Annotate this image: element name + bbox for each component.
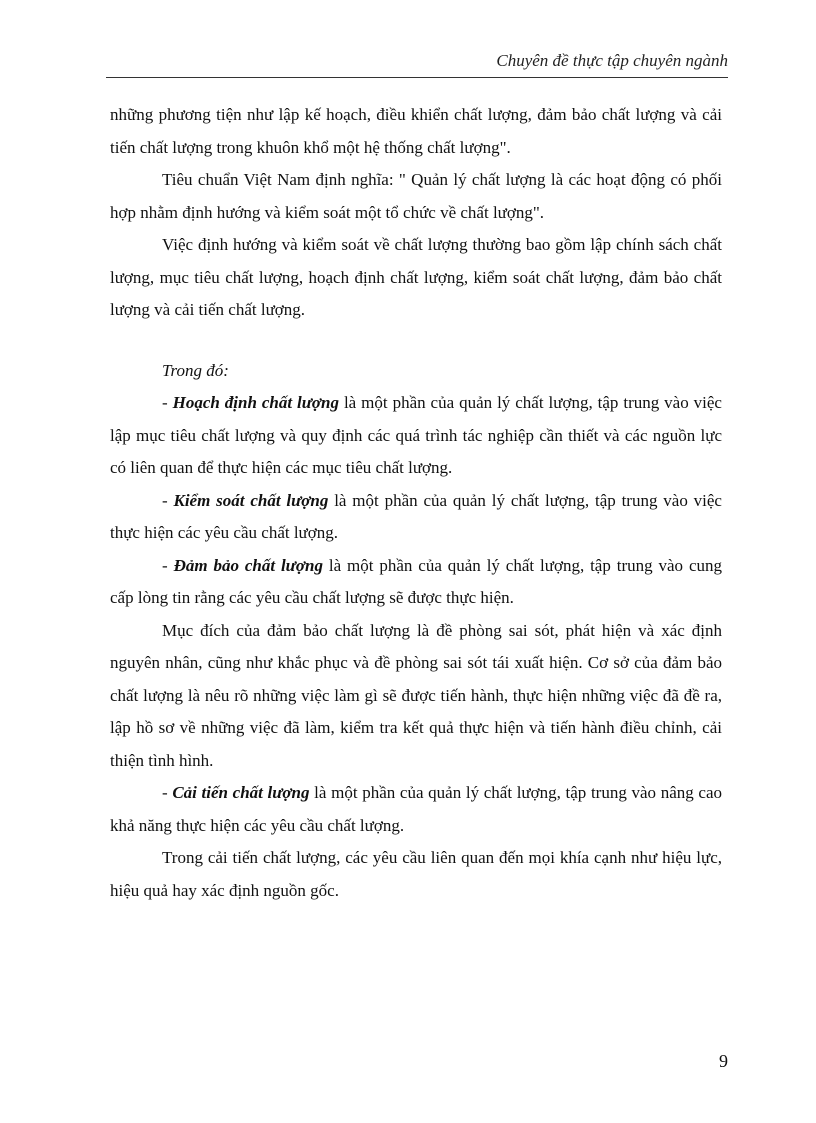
definition-quality-improvement: là một phần của quản lý chất lượng, tập trung vào nâng cao khả năng thực hiện các yêu cầu chất lượng. — [110, 783, 722, 835]
list-dash: - — [162, 783, 173, 802]
paragraph-quality-planning — [110, 387, 722, 485]
term-quality-planning: Hoạch định chất lượng — [172, 393, 340, 412]
header-divider — [106, 77, 728, 78]
paragraph-quality-improvement — [110, 777, 722, 842]
term-quality-assurance: Đảm bảo chất lượng — [173, 555, 323, 575]
term-quality-improvement: Cải tiến chất lượng — [172, 783, 310, 802]
list-dash: - — [162, 393, 173, 412]
trong-do-label: Trong đó: — [162, 360, 229, 380]
paragraph-orientation-control: Việc định hướng và kiểm soát về chất lượng thường bao gồm lập chính sách chất lượng, mục tiêu chất lượng, hoạch định chất lượng, kiểm soát chất lượng, đảm bảo chất lượng và cải tiến chất lượng. — [110, 235, 722, 319]
list-dash: - — [162, 555, 174, 575]
document-body — [110, 99, 722, 907]
paragraph-improvement-requirements: Trong cải tiến chất lượng, các yêu cầu liên quan đến mọi khía cạnh như hiệu lực, hiệu quả hay xác định nguồn gốc. — [110, 848, 722, 900]
paragraph-vietnam-standard: Tiêu chuẩn Việt Nam định nghĩa: " Quản lý chất lượng là các hoạt động có phối hợp nhằm định hướng và kiểm soát một tổ chức về chất lượng". — [110, 170, 722, 222]
paragraph-assurance-purpose: Mục đích của đảm bảo chất lượng là đề phòng sai sót, phát hiện và xác định nguyên nhân, cũng như khắc phục và đề phòng sai sót tái xuất hiện. Cơ sở của đảm bảo chất lượng là nêu rõ những việc làm gì sẽ được tiến hành, thực hiện những việc đã đề ra, lập hồ sơ về những việc đã làm, kiểm tra kết quả thực hiện và tiến hành điều chỉnh, cải thiện tình hình. — [110, 620, 722, 770]
paragraph-quality-control — [110, 485, 722, 550]
page-number: 9 — [719, 1051, 728, 1071]
definition-quality-assurance: là một phần của quản lý chất lượng, tập trung vào cung cấp lòng tin rằng các yêu cầu chất lượng sẽ được thực hiện. — [110, 555, 722, 607]
definition-quality-planning: là một phần của quản lý chất lượng, tập trung vào việc lập mục tiêu chất lượng và quy định các quá trình tác nghiệp cần thiết và các nguồn lực có liên quan để thực hiện các mục tiêu chất lượng. — [110, 393, 722, 477]
paragraph-quality-assurance — [110, 550, 722, 615]
running-header: Chuyên đề thực tập chuyên ngành — [496, 51, 728, 70]
term-quality-control: Kiểm soát chất lượng — [173, 490, 329, 510]
paragraph-gap — [110, 327, 722, 355]
list-dash: - — [162, 490, 174, 510]
paragraph-continuation: những phương tiện như lập kế hoạch, điều khiển chất lượng, đảm bảo chất lượng và cải tiến chất lượng trong khuôn khổ một hệ thống chất lượng". — [110, 105, 722, 157]
definition-quality-control: là một phần của quản lý chất lượng, tập trung vào việc thực hiện các yêu cầu chất lượng. — [110, 490, 722, 542]
